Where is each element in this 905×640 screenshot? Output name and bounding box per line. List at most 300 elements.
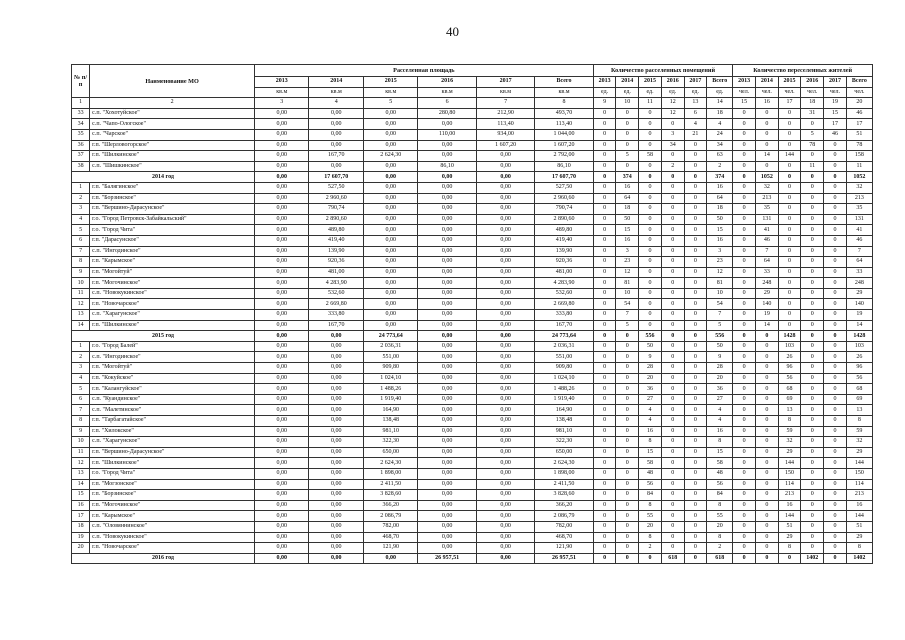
cell-r-5: 68: [846, 384, 872, 395]
cell-r-0: 0: [733, 352, 756, 363]
cell-a-3: 0,00: [418, 341, 476, 352]
cell-a-3: 0,00: [418, 151, 476, 162]
cell-p-5: 2: [707, 543, 733, 554]
cell-r-5: 35: [846, 204, 872, 215]
table-header: [72, 65, 873, 109]
cell-r-1: 0: [755, 373, 778, 384]
cell-r-2: 144: [778, 458, 801, 469]
cell-a-0: 0,00: [254, 511, 309, 522]
cell-r-1: 0: [755, 447, 778, 458]
cell-r-2: 0: [778, 246, 801, 257]
cell-a-2: 2 624,30: [363, 458, 418, 469]
cell-a-4: 0,00: [476, 511, 534, 522]
cell-a-5: 17 607,70: [535, 172, 593, 183]
header-num: № п/п: [72, 65, 90, 98]
cell-p-5: 58: [707, 458, 733, 469]
cell-a-0: 0,00: [254, 521, 309, 532]
row-number: 34: [72, 119, 90, 130]
header-unit-residents-0: чел.: [733, 87, 756, 98]
header-unit-residents-1: чел.: [755, 87, 778, 98]
cell-a-0: 0,00: [254, 161, 309, 172]
cell-a-0: 0,00: [254, 225, 309, 236]
cell-r-4: 0: [824, 543, 847, 554]
header-year-premises-0: 2013: [593, 77, 616, 88]
cell-r-4: 0: [824, 468, 847, 479]
header-year-area-5: Всего: [535, 77, 593, 88]
cell-p-2: 0: [639, 108, 662, 119]
cell-a-4: 0,00: [476, 521, 534, 532]
cell-r-2: 0: [778, 204, 801, 215]
cell-r-0: 0: [733, 532, 756, 543]
cell-r-2: 103: [778, 341, 801, 352]
cell-a-1: 0,00: [309, 521, 364, 532]
table-row: [72, 320, 873, 331]
cell-r-4: 0: [824, 416, 847, 427]
cell-p-1: 64: [616, 193, 639, 204]
cell-p-4: 0: [684, 363, 707, 374]
cell-r-4: 0: [824, 320, 847, 331]
cell-p-4: 0: [684, 500, 707, 511]
row-number: 9: [72, 426, 90, 437]
cell-p-4: 0: [684, 151, 707, 162]
cell-a-4: 0,00: [476, 458, 534, 469]
cell-a-2: 468,70: [363, 532, 418, 543]
table-row: [72, 490, 873, 501]
cell-p-4: 0: [684, 384, 707, 395]
cell-a-0: 0,00: [254, 151, 309, 162]
cell-r-4: 0: [824, 405, 847, 416]
cell-a-2: 2 036,31: [363, 341, 418, 352]
cell-p-0: 0: [593, 553, 616, 564]
cell-a-5: 1 919,40: [535, 394, 593, 405]
municipality-name: с.п. "Ингодинское": [90, 246, 255, 257]
cell-p-0: 0: [593, 521, 616, 532]
cell-r-4: 0: [824, 214, 847, 225]
column-number-19: 19: [824, 98, 847, 109]
cell-r-1: 0: [755, 161, 778, 172]
cell-p-1: 0: [616, 479, 639, 490]
cell-r-1: 213: [755, 193, 778, 204]
row-number: 2: [72, 352, 90, 363]
cell-p-4: 6: [684, 108, 707, 119]
cell-a-4: 0,00: [476, 416, 534, 427]
header-unit-premises-2: ед.: [639, 87, 662, 98]
cell-r-0: 0: [733, 278, 756, 289]
cell-a-1: 0,00: [309, 543, 364, 554]
cell-r-0: 0: [733, 384, 756, 395]
column-number-18: 18: [801, 98, 824, 109]
cell-r-3: 0: [801, 437, 824, 448]
cell-a-0: 0,00: [254, 267, 309, 278]
cell-p-5: 556: [707, 331, 733, 342]
table-row: [72, 225, 873, 236]
cell-p-1: 54: [616, 299, 639, 310]
cell-a-1: 167,70: [309, 151, 364, 162]
cell-p-5: 20: [707, 521, 733, 532]
cell-p-0: 0: [593, 214, 616, 225]
cell-r-1: 0: [755, 140, 778, 151]
cell-r-2: 144: [778, 151, 801, 162]
cell-a-0: 0,00: [254, 500, 309, 511]
cell-r-3: 0: [801, 204, 824, 215]
cell-p-1: 50: [616, 214, 639, 225]
table-row: [72, 310, 873, 321]
cell-r-0: 0: [733, 161, 756, 172]
row-number: 9: [72, 267, 90, 278]
cell-a-1: 2 890,60: [309, 214, 364, 225]
cell-p-0: 0: [593, 278, 616, 289]
cell-p-0: 0: [593, 341, 616, 352]
row-number: 3: [72, 363, 90, 374]
row-number: 15: [72, 490, 90, 501]
cell-r-1: 0: [755, 341, 778, 352]
cell-a-5: 167,70: [535, 320, 593, 331]
cell-a-0: 0,00: [254, 108, 309, 119]
cell-a-5: 1 607,20: [535, 140, 593, 151]
cell-r-3: 0: [801, 479, 824, 490]
row-number: 20: [72, 543, 90, 554]
table-row: [72, 416, 873, 427]
cell-p-1: 5: [616, 320, 639, 331]
municipality-name: с.п. "Харагунское": [90, 310, 255, 321]
cell-a-5: 2 036,31: [535, 341, 593, 352]
header-year-residents-5: Всего: [846, 77, 872, 88]
cell-r-0: 0: [733, 119, 756, 130]
cell-r-2: 0: [778, 108, 801, 119]
table-row: [72, 394, 873, 405]
cell-r-0: 0: [733, 225, 756, 236]
column-number-9: 9: [593, 98, 616, 109]
cell-a-5: 333,80: [535, 310, 593, 321]
cell-a-4: 0,00: [476, 151, 534, 162]
cell-r-4: 0: [824, 384, 847, 395]
cell-a-3: 0,00: [418, 193, 476, 204]
cell-a-3: 0,00: [418, 310, 476, 321]
cell-a-4: 0,00: [476, 257, 534, 268]
cell-a-3: 0,00: [418, 384, 476, 395]
header-year-residents-2: 2015: [778, 77, 801, 88]
header-year-premises-2: 2015: [639, 77, 662, 88]
cell-p-1: 10: [616, 288, 639, 299]
cell-a-4: 0,00: [476, 479, 534, 490]
cell-a-2: 121,90: [363, 543, 418, 554]
cell-p-1: 0: [616, 140, 639, 151]
cell-a-4: 0,00: [476, 278, 534, 289]
cell-r-3: 0: [801, 416, 824, 427]
table-row: [72, 341, 873, 352]
cell-p-3: 0: [661, 235, 684, 246]
table-row: [72, 119, 873, 130]
cell-r-5: 8: [846, 543, 872, 554]
column-number-17: 17: [778, 98, 801, 109]
cell-p-4: 0: [684, 246, 707, 257]
row-number: 12: [72, 299, 90, 310]
cell-a-4: 0,00: [476, 225, 534, 236]
municipality-name: г.о. "Город Петровск-Забайкальский": [90, 214, 255, 225]
cell-r-0: 0: [733, 310, 756, 321]
cell-a-1: 0,00: [309, 129, 364, 140]
cell-p-2: 28: [639, 363, 662, 374]
cell-a-3: 0,00: [418, 394, 476, 405]
cell-a-4: 0,00: [476, 553, 534, 564]
cell-a-2: 3 828,60: [363, 490, 418, 501]
municipality-name: г.п. "Карымское": [90, 257, 255, 268]
cell-r-3: 1402: [801, 553, 824, 564]
column-number-2: 2: [90, 98, 255, 109]
cell-a-3: 280,80: [418, 108, 476, 119]
cell-p-5: 81: [707, 278, 733, 289]
cell-r-1: 0: [755, 543, 778, 554]
cell-a-3: 0,00: [418, 214, 476, 225]
row-number: 6: [72, 235, 90, 246]
cell-p-4: 0: [684, 225, 707, 236]
cell-a-4: 0,00: [476, 447, 534, 458]
cell-r-2: 144: [778, 511, 801, 522]
cell-a-0: 0,00: [254, 299, 309, 310]
cell-a-4: 0,00: [476, 320, 534, 331]
cell-p-4: 0: [684, 405, 707, 416]
cell-a-5: 481,00: [535, 267, 593, 278]
cell-a-3: 0,00: [418, 331, 476, 342]
cell-p-3: 0: [661, 416, 684, 427]
cell-p-1: 81: [616, 278, 639, 289]
cell-p-0: 0: [593, 129, 616, 140]
cell-p-4: 0: [684, 204, 707, 215]
cell-r-5: 158: [846, 151, 872, 162]
cell-r-2: 13: [778, 405, 801, 416]
cell-r-4: 0: [824, 267, 847, 278]
cell-r-3: 31: [801, 108, 824, 119]
cell-p-3: 0: [661, 468, 684, 479]
cell-a-5: 419,40: [535, 235, 593, 246]
cell-a-0: 0,00: [254, 416, 309, 427]
cell-p-4: 0: [684, 341, 707, 352]
cell-r-1: 29: [755, 288, 778, 299]
cell-r-5: 150: [846, 468, 872, 479]
cell-a-0: 0,00: [254, 437, 309, 448]
cell-p-5: 55: [707, 511, 733, 522]
table-row: [72, 521, 873, 532]
cell-p-4: 0: [684, 532, 707, 543]
cell-r-2: 29: [778, 447, 801, 458]
cell-r-1: 33: [755, 267, 778, 278]
cell-p-0: 0: [593, 331, 616, 342]
cell-r-5: 46: [846, 108, 872, 119]
header-unit-premises-1: ед.: [616, 87, 639, 98]
table-row: [72, 532, 873, 543]
cell-p-5: 16: [707, 426, 733, 437]
cell-p-3: 0: [661, 225, 684, 236]
cell-p-1: 12: [616, 267, 639, 278]
row-number: 4: [72, 214, 90, 225]
cell-a-3: 26 957,51: [418, 553, 476, 564]
cell-r-0: 0: [733, 288, 756, 299]
cell-p-1: 0: [616, 119, 639, 130]
cell-p-5: 54: [707, 299, 733, 310]
cell-p-5: 374: [707, 172, 733, 183]
table-row: [72, 140, 873, 151]
cell-a-1: 0,00: [309, 108, 364, 119]
row-number: 7: [72, 246, 90, 257]
cell-r-3: 0: [801, 490, 824, 501]
cell-a-1: 0,00: [309, 511, 364, 522]
cell-r-4: 0: [824, 532, 847, 543]
cell-r-4: 0: [824, 140, 847, 151]
cell-p-1: 15: [616, 225, 639, 236]
cell-r-5: 41: [846, 225, 872, 236]
cell-p-0: 0: [593, 151, 616, 162]
cell-r-3: 0: [801, 288, 824, 299]
cell-a-0: 0,00: [254, 479, 309, 490]
year-total-label: 2015 год: [72, 331, 255, 342]
cell-a-5: 366,20: [535, 500, 593, 511]
column-number-6: 6: [418, 98, 476, 109]
municipality-name: г.п. "Борзинское": [90, 490, 255, 501]
cell-a-3: 0,00: [418, 267, 476, 278]
cell-a-3: 0,00: [418, 172, 476, 183]
cell-p-3: 0: [661, 331, 684, 342]
municipality-name: с.п. "Чапо-Ологское": [90, 119, 255, 130]
cell-r-2: 0: [778, 257, 801, 268]
cell-a-4: 0,00: [476, 532, 534, 543]
cell-a-0: 0,00: [254, 447, 309, 458]
cell-p-5: 4: [707, 405, 733, 416]
cell-r-4: 0: [824, 288, 847, 299]
cell-r-1: 0: [755, 384, 778, 395]
cell-p-1: 0: [616, 341, 639, 352]
cell-p-5: 15: [707, 225, 733, 236]
cell-p-3: 0: [661, 479, 684, 490]
cell-r-4: 0: [824, 490, 847, 501]
table-row: [72, 161, 873, 172]
cell-p-2: 0: [639, 267, 662, 278]
cell-r-0: 0: [733, 193, 756, 204]
cell-a-5: 24 773,64: [535, 331, 593, 342]
cell-a-5: 1 898,00: [535, 468, 593, 479]
cell-a-5: 26 957,51: [535, 553, 593, 564]
cell-r-5: 144: [846, 511, 872, 522]
cell-r-5: 32: [846, 437, 872, 448]
column-number-3: 3: [254, 98, 309, 109]
cell-r-5: 51: [846, 129, 872, 140]
cell-a-5: 138,48: [535, 416, 593, 427]
cell-p-5: 18: [707, 108, 733, 119]
cell-p-3: 0: [661, 278, 684, 289]
cell-r-5: 213: [846, 193, 872, 204]
cell-p-0: 0: [593, 310, 616, 321]
cell-p-4: 0: [684, 182, 707, 193]
cell-r-3: 0: [801, 468, 824, 479]
cell-p-1: 0: [616, 384, 639, 395]
municipality-name: г.п. "Могойтуй": [90, 363, 255, 374]
cell-a-4: 0,00: [476, 288, 534, 299]
cell-p-4: 0: [684, 468, 707, 479]
cell-p-0: 0: [593, 257, 616, 268]
cell-r-3: 0: [801, 331, 824, 342]
cell-r-0: 0: [733, 257, 756, 268]
cell-p-3: 0: [661, 426, 684, 437]
cell-a-5: 650,00: [535, 447, 593, 458]
header-unit-residents-2: чел.: [778, 87, 801, 98]
cell-p-3: 0: [661, 405, 684, 416]
municipality-name: с.п. "Ингодинское": [90, 352, 255, 363]
cell-r-4: 0: [824, 331, 847, 342]
header-unit-residents-3: чел.: [801, 87, 824, 98]
cell-a-2: 164,90: [363, 405, 418, 416]
row-number: 10: [72, 437, 90, 448]
cell-p-3: 0: [661, 172, 684, 183]
row-number: 6: [72, 394, 90, 405]
cell-a-4: 0,00: [476, 373, 534, 384]
table-body: [72, 108, 873, 564]
cell-a-4: 0,00: [476, 405, 534, 416]
cell-a-1: 17 607,70: [309, 172, 364, 183]
cell-r-2: 0: [778, 310, 801, 321]
cell-r-1: 19: [755, 310, 778, 321]
cell-r-2: 0: [778, 320, 801, 331]
cell-r-4: 0: [824, 225, 847, 236]
row-number: 33: [72, 108, 90, 119]
municipality-name: г.о. "Город Чита": [90, 225, 255, 236]
cell-p-4: 0: [684, 490, 707, 501]
cell-a-4: 0,00: [476, 310, 534, 321]
table-row: [72, 108, 873, 119]
municipality-name: г.п. "Шилкинское": [90, 320, 255, 331]
table-row: [72, 267, 873, 278]
cell-r-5: 13: [846, 405, 872, 416]
cell-p-5: 12: [707, 267, 733, 278]
cell-r-3: 0: [801, 394, 824, 405]
cell-p-0: 0: [593, 426, 616, 437]
cell-a-0: 0,00: [254, 214, 309, 225]
cell-a-0: 0,00: [254, 458, 309, 469]
cell-r-0: 0: [733, 214, 756, 225]
cell-r-3: 0: [801, 500, 824, 511]
cell-r-3: 0: [801, 278, 824, 289]
cell-p-3: 0: [661, 373, 684, 384]
cell-p-4: 0: [684, 511, 707, 522]
cell-a-1: 0,00: [309, 384, 364, 395]
cell-p-5: 2: [707, 161, 733, 172]
municipality-name: г.п. "Шилкинское": [90, 458, 255, 469]
cell-r-1: 1052: [755, 172, 778, 183]
cell-p-0: 0: [593, 447, 616, 458]
cell-a-3: 0,00: [418, 543, 476, 554]
row-number: 7: [72, 405, 90, 416]
cell-r-4: 0: [824, 363, 847, 374]
year-total-row: [72, 553, 873, 564]
cell-r-0: 0: [733, 204, 756, 215]
table-row: [72, 257, 873, 268]
cell-r-0: 0: [733, 235, 756, 246]
cell-r-2: 59: [778, 426, 801, 437]
cell-p-1: 7: [616, 310, 639, 321]
cell-r-0: 0: [733, 172, 756, 183]
cell-p-2: 15: [639, 447, 662, 458]
cell-r-3: 0: [801, 320, 824, 331]
cell-a-0: 0,00: [254, 257, 309, 268]
cell-r-4: 0: [824, 352, 847, 363]
cell-p-0: 0: [593, 299, 616, 310]
cell-a-1: 333,80: [309, 310, 364, 321]
row-number: 36: [72, 140, 90, 151]
row-number: 35: [72, 129, 90, 140]
cell-p-5: 18: [707, 204, 733, 215]
cell-a-5: 322,30: [535, 437, 593, 448]
cell-p-5: 15: [707, 447, 733, 458]
cell-r-4: 0: [824, 310, 847, 321]
cell-a-5: 489,80: [535, 225, 593, 236]
